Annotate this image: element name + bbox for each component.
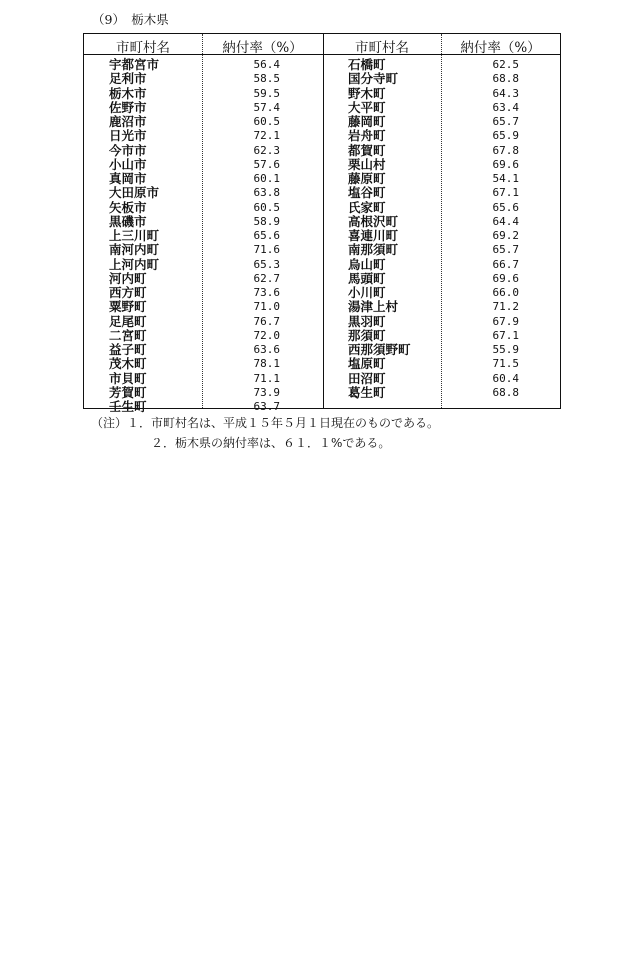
municipality-name: 野木町 [348,85,386,101]
payment-rate-value: 65.7 [492,243,519,257]
payment-rate-value: 71.0 [253,300,280,314]
municipality-name: 西方町 [109,285,147,300]
municipality-name: 大平町 [348,99,386,115]
municipality-name: 宇都宮市 [109,57,160,72]
payment-rate-value: 71.2 [492,300,519,314]
payment-rate-value: 71.6 [253,243,280,257]
payment-rate-value: 65.6 [492,200,519,214]
payment-rate-value: 57.4 [253,100,280,114]
header-rate-left: 納付率（%） [222,40,303,56]
municipality-name: 大田原市 [109,185,160,201]
municipality-name: 塩谷町 [348,185,386,201]
left-rate-column [204,58,280,414]
payment-rate-value: 68.8 [492,385,519,399]
column-divider [202,34,203,408]
payment-rate-value: 72.1 [253,129,280,143]
municipality-name: 黒磯市 [109,213,147,229]
payment-rate-value: 64.4 [492,214,519,228]
payment-rate-value: 76.7 [253,314,280,328]
payment-rate-value: 62.5 [492,58,519,71]
note-2: ２．栃木県の納付率は、６１．１%である。 [151,436,391,450]
municipality-name: 河内町 [109,270,147,286]
payment-rate-value: 60.1 [253,172,280,185]
municipality-name: 都賀町 [348,142,386,158]
municipality-name: 馬頭町 [348,270,386,286]
municipality-name: 那須町 [348,327,386,343]
header-name-left: 市町村名 [116,40,170,56]
payment-rate-value: 58.5 [253,72,280,86]
municipality-name: 茂木町 [109,356,147,372]
municipality-name: 氏家町 [348,199,386,215]
payment-rate-value: 71.5 [492,357,519,371]
municipality-name: 栃木市 [109,85,147,101]
municipality-name: 国分寺町 [348,71,399,87]
municipality-name: 二宮町 [109,327,147,343]
municipality-name: 足利市 [109,71,147,87]
payment-rate-value: 56.4 [253,58,280,71]
municipality-name: 烏山町 [348,256,386,272]
payment-rate-value: 55.9 [492,343,519,356]
municipality-name: 小川町 [348,285,386,300]
municipality-name: 鹿沼市 [109,114,147,129]
payment-rate-value: 73.6 [253,286,280,299]
municipality-name: 葛生町 [348,384,386,400]
municipality-name: 石橋町 [348,57,386,72]
payment-rate-value: 60.4 [492,371,519,385]
header-name-right: 市町村名 [355,40,409,56]
payment-rate-value: 69.2 [492,229,519,242]
right-rate-column [443,58,519,400]
payment-rate-value: 72.0 [253,328,280,342]
municipality-name: 上三川町 [109,228,160,243]
municipality-name: 藤原町 [348,171,386,186]
section-title: （9） 栃木県 [92,12,169,27]
payment-rate-value: 62.7 [253,271,280,285]
center-divider [323,34,324,408]
municipality-name: 南河内町 [109,242,160,258]
payment-rate-value: 64.3 [492,86,519,100]
payment-rate-value: 73.9 [253,385,280,399]
municipality-name: 喜連川町 [348,228,399,243]
municipality-name: 粟野町 [109,299,147,315]
payment-rate-value: 67.9 [492,314,519,328]
municipality-name: 南那須町 [348,242,399,258]
municipality-name: 栗山村 [348,156,386,172]
column-divider [441,34,442,408]
payment-rate-value: 54.1 [492,172,519,185]
payment-rate-value: 63.8 [253,186,280,200]
payment-rate-value: 60.5 [253,115,280,128]
payment-rate-value: 71.1 [253,371,280,385]
payment-rate-table [83,33,561,414]
right-name-column [348,58,440,400]
municipality-name: 益子町 [109,342,147,357]
municipality-name: 壬生町 [109,399,147,414]
municipality-name: 今市市 [109,142,147,158]
payment-rate-value: 60.5 [253,200,280,214]
municipality-name: 高根沢町 [348,213,399,229]
payment-rate-value: 62.3 [253,143,280,157]
municipality-name: 岩舟町 [348,128,386,144]
municipality-name: 佐野市 [109,99,147,115]
municipality-name: 足尾町 [109,313,147,329]
payment-rate-value: 78.1 [253,357,280,371]
payment-rate-value: 65.3 [253,257,280,271]
payment-rate-value: 65.9 [492,129,519,143]
municipality-name: 塩原町 [348,356,386,372]
municipality-name: 黒羽町 [348,313,386,329]
municipality-name: 田沼町 [348,370,386,386]
payment-rate-value: 63.7 [253,400,280,413]
municipality-name: 芳賀町 [109,384,147,400]
payment-rate-value: 63.4 [492,100,519,114]
payment-rate-value: 68.8 [492,72,519,86]
municipality-name: 真岡市 [109,171,147,186]
payment-rate-value: 66.7 [492,257,519,271]
payment-rate-value: 65.6 [253,229,280,242]
payment-rate-value: 66.0 [492,286,519,299]
payment-rate-value: 69.6 [492,157,519,171]
municipality-name: 上河内町 [109,256,160,272]
municipality-name: 日光市 [109,128,147,144]
municipality-name: 湯津上村 [348,299,399,315]
header-rate-right: 納付率（%） [460,40,541,56]
payment-rate-value: 63.6 [253,343,280,356]
payment-rate-value: 67.1 [492,186,519,200]
payment-rate-value: 59.5 [253,86,280,100]
note-1: （注）１．市町村名は、平成１５年５月１日現在のものである。 [91,416,440,430]
payment-rate-value: 69.6 [492,271,519,285]
municipality-name: 藤岡町 [348,114,386,129]
left-name-column [109,58,201,414]
municipality-name: 西那須野町 [348,342,411,357]
municipality-name: 市貝町 [109,370,147,386]
payment-rate-value: 57.6 [253,157,280,171]
payment-rate-value: 58.9 [253,214,280,228]
payment-rate-value: 67.8 [492,143,519,157]
payment-rate-value: 67.1 [492,328,519,342]
payment-rate-value: 65.7 [492,115,519,128]
table-header-row [84,34,560,55]
municipality-name: 小山市 [109,156,147,172]
municipality-name: 矢板市 [109,199,147,215]
